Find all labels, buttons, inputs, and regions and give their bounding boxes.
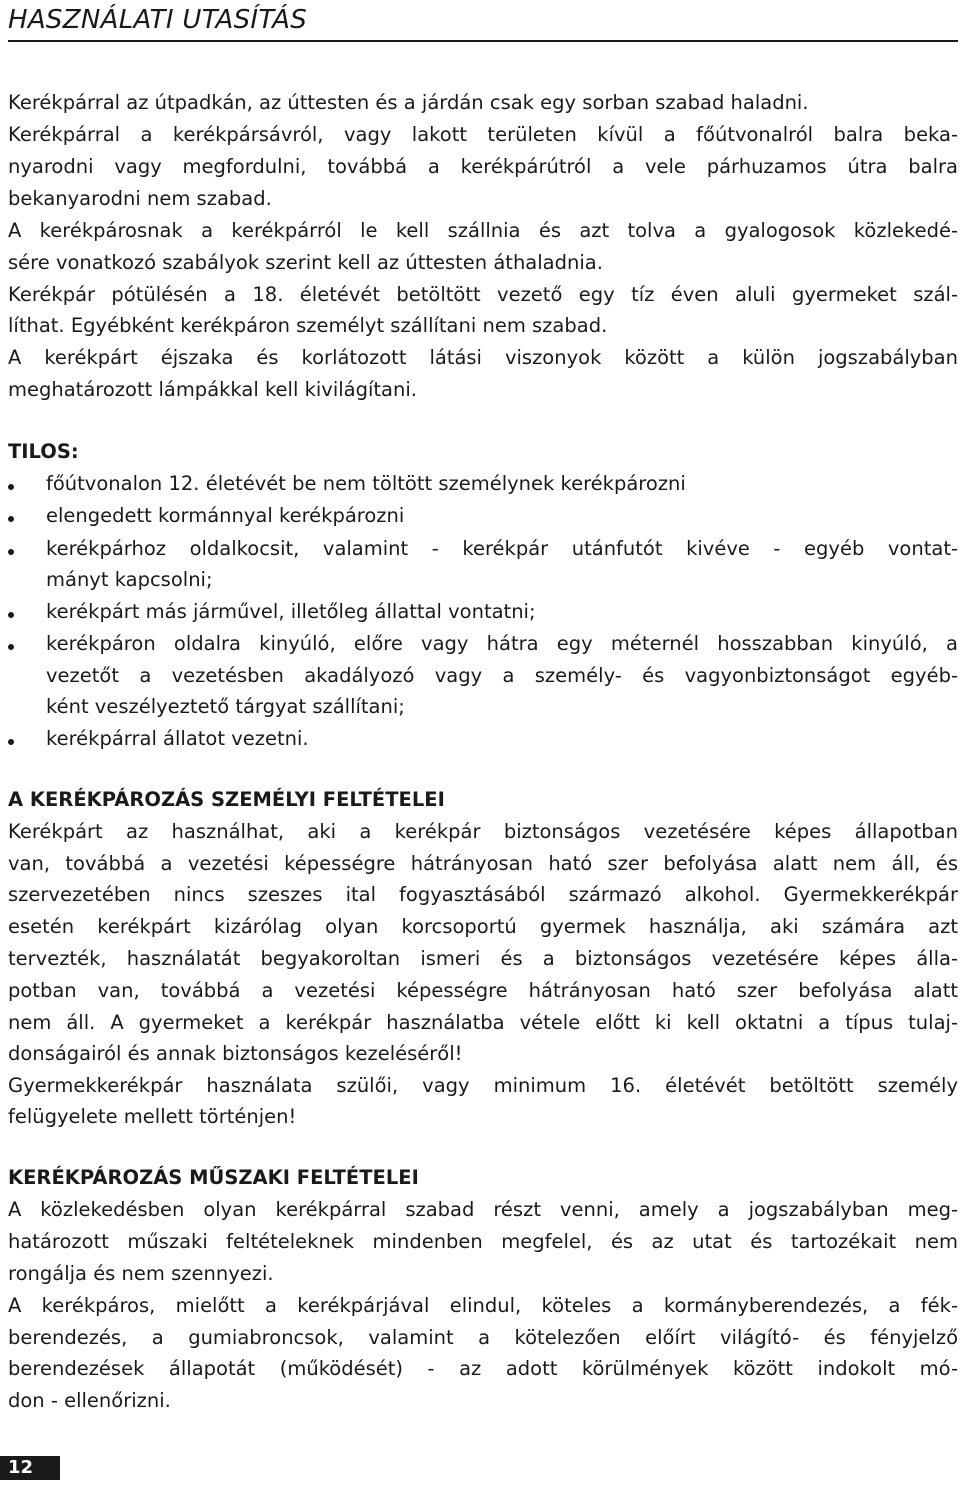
bullet-icon (8, 739, 14, 745)
list-item: főútvonalon 12. életévét be nem töltött személynek kerékpározni (46, 472, 686, 495)
bullet-icon (8, 612, 14, 618)
text-line: líthat. Egyébként kerékpáron személyt szállítani nem szabad. (8, 314, 608, 337)
text-line: A kerékpáros, mielőtt a kerékpárjával elindul, köteles a kormányberendezés, a fék- (8, 1294, 958, 1317)
text-line: Gyermekkerékpár használata szülői, vagy minimum 16. életévét betöltött személy (8, 1074, 958, 1097)
text-line: don - ellenőrizni. (8, 1389, 171, 1412)
text-line: esetén kerékpárt kizárólag olyan korcsoportú gyermek használja, aki számára azt (8, 915, 958, 938)
text-line: Kerékpárral az útpadkán, az úttesten és a járdán csak egy sorban szabad haladni. (8, 91, 809, 114)
text-line: rongálja és nem szennyezi. (8, 1262, 274, 1285)
bullet-icon (8, 549, 14, 555)
text-line: bekanyarodni nem szabad. (8, 187, 272, 210)
text-line: van, továbbá a vezetési képességre hátrányosan ható szer befolyása alatt nem áll, és (8, 852, 958, 875)
text-line: A kerékpárosnak a kerékpárról le kell szállnia és azt tolva a gyalogosok közlekedé- (8, 219, 958, 242)
text-line: A kerékpárt éjszaka és korlátozott látási viszonyok között a külön jogszabályban (8, 346, 958, 369)
section-heading: KERÉKPÁROZÁS MŰSZAKI FELTÉTELEI (8, 1166, 419, 1189)
page-title: HASZNÁLATI UTASÍTÁS (8, 5, 308, 35)
tilos-heading: TILOS: (8, 440, 79, 463)
list-item: elengedett kormánnyal kerékpározni (46, 504, 405, 527)
list-item: kerékpárt más járművel, illetőleg állattal vontatni; (46, 600, 536, 623)
text-line: Kerékpárt az használhat, aki a kerékpár biztonságos vezetésére képes állapotban (8, 820, 958, 843)
list-item: kerékpáron oldalra kinyúló, előre vagy hátra egy méternél hosszabban kinyúló, a (46, 632, 958, 655)
bullet-icon (8, 484, 14, 490)
text-line: sére vonatkozó szabályok szerint kell az úttesten áthaladnia. (8, 251, 603, 274)
text-line: berendezés, a gumiabroncsok, valamint a kötelezően előírt világító- és fényjelző (8, 1326, 958, 1349)
text-line: berendezések állapotát (működését) - az adott körülmények között indokolt mó- (8, 1357, 958, 1380)
list-item-continuation: ként veszélyeztető tárgyat szállítani; (46, 695, 405, 718)
bullet-icon (8, 516, 14, 522)
text-line: meghatározott lámpákkal kell kivilágítani. (8, 378, 417, 401)
text-line: szervezetében nincs szeszes ital fogyasztásából származó alkohol. Gyermekkerékpár (8, 883, 958, 906)
list-item-continuation: vezetőt a vezetésben akadályozó vagy a személy- és vagyonbiztonságot egyéb- (46, 664, 958, 687)
text-line: tervezték, használatát begyakoroltan ismeri és a biztonságos vezetésére képes álla- (8, 947, 958, 970)
list-item: kerékpárral állatot vezetni. (46, 727, 309, 750)
text-line: felügyelete mellett történjen! (8, 1105, 297, 1128)
text-line: határozott műszaki feltételeknek mindenben megfelel, és az utat és tartozékait nem (8, 1230, 958, 1253)
text-line: potban van, továbbá a vezetési képességre hátrányosan ható szer befolyása alatt (8, 979, 958, 1002)
bullet-icon (8, 644, 14, 650)
page-number: 12 (8, 1457, 34, 1478)
text-line: Kerékpár pótülésén a 18. életévét betöltött vezető egy tíz éven aluli gyermeket szál- (8, 283, 958, 306)
text-line: A közlekedésben olyan kerékpárral szabad részt venni, amely a jogszabályban meg- (8, 1198, 958, 1221)
text-line: donságairól és annak biztonságos kezeléséről! (8, 1042, 463, 1065)
text-line: nem áll. A gyermeket a kerékpár használatba vétele előtt ki kell oktatni a típus tulaj- (8, 1011, 958, 1034)
page-header (8, 2, 958, 42)
text-line: Kerékpárral a kerékpársávról, vagy lakott területen kívül a főútvonalról balra beka- (8, 123, 958, 146)
list-item-continuation: mányt kapcsolni; (46, 568, 213, 591)
text-line: nyarodni vagy megfordulni, továbbá a kerékpárútról a vele párhuzamos útra balra (8, 155, 958, 178)
list-item: kerékpárhoz oldalkocsit, valamint - kerékpár utánfutót kivéve - egyéb vontat- (46, 537, 958, 560)
section-heading: A KERÉKPÁROZÁS SZEMÉLYI FELTÉTELEI (8, 788, 445, 811)
